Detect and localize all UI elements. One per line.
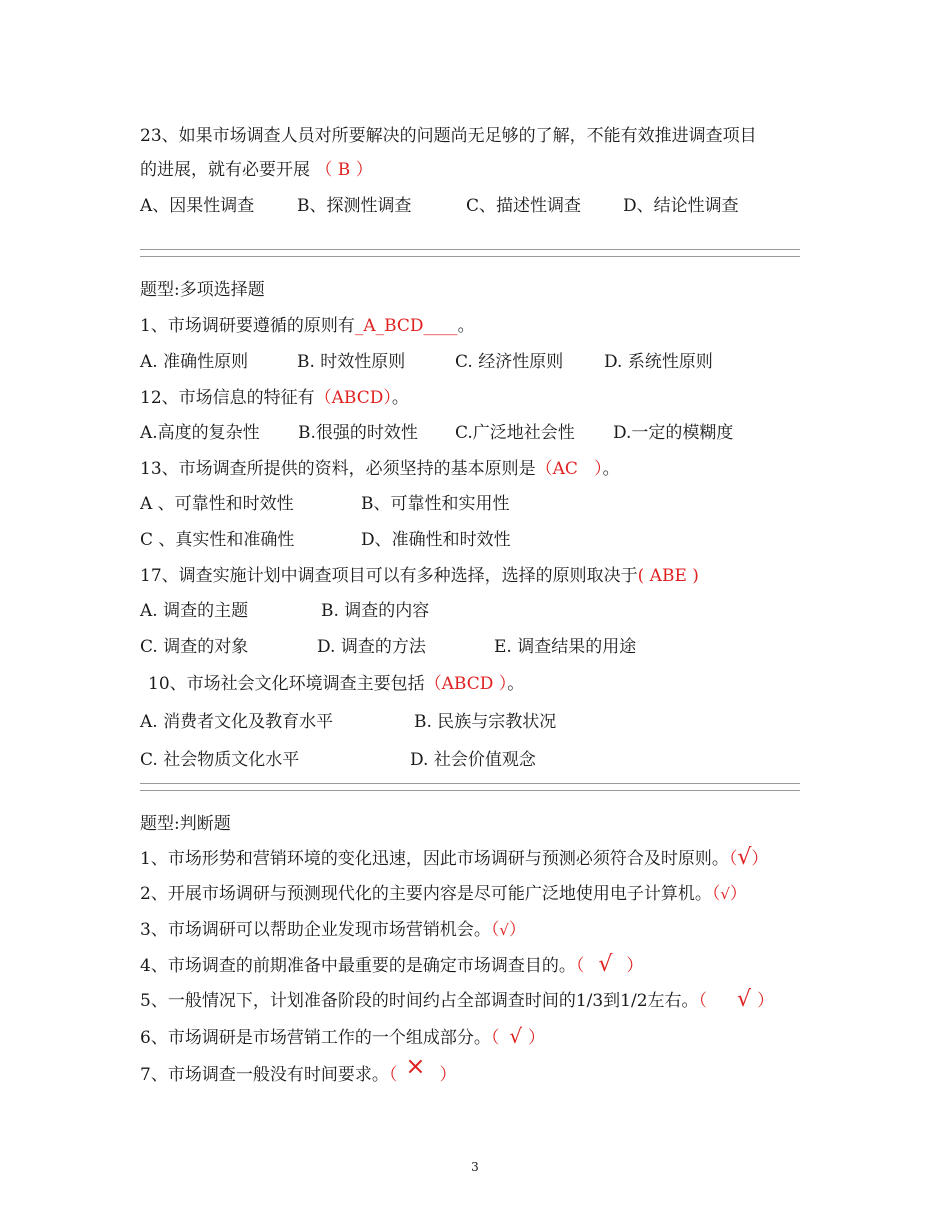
multi-q12-option-a: A.高度的复杂性 bbox=[140, 423, 260, 443]
judge-paren-open: （ bbox=[575, 956, 585, 976]
multi-q1-option-d: D. 系统性原则 bbox=[604, 352, 713, 372]
multi-q13-end: 。 bbox=[602, 459, 620, 479]
judge-item bbox=[140, 918, 526, 942]
multi-q17-option-a: A. 调查的主题 bbox=[140, 601, 249, 621]
judge-paren-close: ） bbox=[508, 920, 526, 940]
multi-q10-answer: （ABCD ） bbox=[424, 674, 508, 694]
multi-q10-stem: 10、市场社会文化环境调查主要包括 bbox=[148, 674, 425, 694]
judge-item bbox=[140, 1052, 457, 1087]
judge-paren-open: （ bbox=[490, 920, 500, 940]
judge-paren-open: （ bbox=[728, 849, 738, 869]
multi-q12 bbox=[140, 386, 409, 410]
multi-q12-answer: （ABCD） bbox=[314, 388, 392, 408]
judge-text: 3、市场调研可以帮助企业发现市场营销机会。 bbox=[140, 920, 491, 940]
multi-q1-option-a: A. 准确性原则 bbox=[140, 352, 249, 372]
judge-text: 6、市场调研是市场营销工作的一个组成部分。 bbox=[140, 1028, 491, 1048]
multi-q1-end: 。 bbox=[457, 316, 475, 336]
multi-q13-option-b: B、可靠性和实用性 bbox=[361, 494, 510, 514]
judge-paren-close: ） bbox=[626, 956, 644, 976]
multi-q17-option-c: C. 调查的对象 bbox=[140, 637, 249, 657]
judge-paren-close: ） bbox=[757, 991, 775, 1011]
check-mark-icon: √ bbox=[499, 921, 509, 939]
check-mark-icon: √ bbox=[720, 885, 730, 903]
multi-q10-option-b: B. 民族与宗教状况 bbox=[414, 712, 557, 732]
judge-paren-open: （ bbox=[711, 884, 721, 904]
multi-q17-option-d: D. 调查的方法 bbox=[317, 637, 426, 657]
multi-q10 bbox=[148, 672, 524, 696]
multi-q17-option-b: B. 调查的内容 bbox=[321, 601, 430, 621]
multi-q17 bbox=[140, 564, 699, 588]
q23-line2 bbox=[140, 158, 373, 182]
judge-item bbox=[140, 846, 768, 871]
judge-paren-close: ） bbox=[729, 884, 747, 904]
multi-q1-stem: 1、市场调研要遵循的原则有 bbox=[140, 316, 355, 336]
check-mark-icon: √ bbox=[598, 952, 613, 977]
q23-answer: （ B ） bbox=[315, 160, 373, 180]
judge-text: 1、市场形势和营销环境的变化迅速，因此市场调研与预测必须符合及时原则。 bbox=[140, 849, 729, 869]
multi-q10-option-d: D. 社会价值观念 bbox=[410, 750, 536, 770]
multi-q12-end: 。 bbox=[391, 388, 409, 408]
multi-q12-option-d: D.一定的模糊度 bbox=[613, 423, 734, 443]
judge-paren-open: （ bbox=[490, 1028, 500, 1048]
multi-q13 bbox=[140, 457, 620, 481]
q23-stem: 的进展，就有必要开展 bbox=[140, 160, 310, 180]
multi-q12-option-c: C.广泛地社会性 bbox=[455, 423, 575, 443]
judge-item bbox=[140, 1024, 545, 1050]
multi-q17-stem: 17、调查实施计划中调查项目可以有多种选择，选择的原则取决于 bbox=[140, 566, 638, 586]
multi-q13-option-a: A 、可靠性和时效性 bbox=[140, 494, 294, 514]
q23-option-d: D、结论性调查 bbox=[623, 196, 739, 216]
judge-paren-close: ） bbox=[528, 1028, 546, 1048]
multi-q1-answer: _A_BCD____ bbox=[354, 316, 458, 336]
multi-q17-option-e: E. 调查结果的用途 bbox=[494, 637, 637, 657]
multi-q10-option-a: A. 消费者文化及教育水平 bbox=[140, 712, 334, 732]
multi-q17-answer: ( ABE ) bbox=[637, 566, 699, 586]
q23-option-a: A、因果性调查 bbox=[140, 196, 255, 216]
multi-q12-stem: 12、市场信息的特征有 bbox=[140, 388, 315, 408]
section-title-multi: 题型:多项选择题 bbox=[140, 280, 265, 300]
judge-paren-open: （ bbox=[388, 1065, 398, 1085]
multi-q13-option-d: D、准确性和时效性 bbox=[361, 530, 511, 550]
judge-text: 7、市场调查一般没有时间要求。 bbox=[140, 1065, 389, 1085]
multi-q1 bbox=[140, 314, 475, 338]
judge-paren-close: ） bbox=[751, 849, 769, 869]
judge-paren-open: （ bbox=[698, 991, 708, 1011]
multi-q12-option-b: B.很强的时效性 bbox=[298, 423, 418, 443]
multi-q1-option-b: B. 时效性原则 bbox=[297, 352, 406, 372]
check-mark-icon: √ bbox=[737, 987, 752, 1012]
section-separator bbox=[140, 783, 800, 791]
judge-item bbox=[140, 988, 774, 1013]
section-title-judge: 题型:判断题 bbox=[140, 814, 231, 834]
judge-item bbox=[140, 953, 643, 978]
multi-q13-stem: 13、市场调查所提供的资料，必须坚持的基本原则是 bbox=[140, 459, 536, 479]
check-mark-icon: √ bbox=[737, 845, 752, 870]
judge-text: 4、市场调查的前期准备中最重要的是确定市场调查目的。 bbox=[140, 956, 576, 976]
page-number: 3 bbox=[471, 1160, 479, 1174]
judge-item bbox=[140, 882, 747, 906]
multi-q13-answer: （AC ） bbox=[535, 459, 603, 479]
judge-text: 5、一般情况下，计划准备阶段的时间约占全部调查时间的1/3到1/2左右。 bbox=[140, 991, 699, 1011]
judge-text: 2、开展市场调研与预测现代化的主要内容是尽可能广泛地使用电子计算机。 bbox=[140, 884, 712, 904]
cross-mark-icon: × bbox=[405, 1052, 426, 1080]
multi-q1-option-c: C. 经济性原则 bbox=[455, 352, 564, 372]
section-separator bbox=[140, 249, 800, 257]
multi-q13-option-c: C 、真实性和准确性 bbox=[140, 530, 295, 550]
multi-q10-option-c: C. 社会物质文化水平 bbox=[140, 750, 300, 770]
check-mark-icon: √ bbox=[509, 1024, 523, 1048]
q23-option-c: C、描述性调查 bbox=[466, 196, 582, 216]
q23-option-b: B、探测性调查 bbox=[297, 196, 412, 216]
multi-q10-end: 。 bbox=[507, 674, 525, 694]
judge-paren-close: ） bbox=[439, 1065, 457, 1085]
q23-line1: 23、如果市场调查人员对所要解决的问题尚无足够的了解，不能有效推进调查项目 bbox=[140, 126, 757, 146]
